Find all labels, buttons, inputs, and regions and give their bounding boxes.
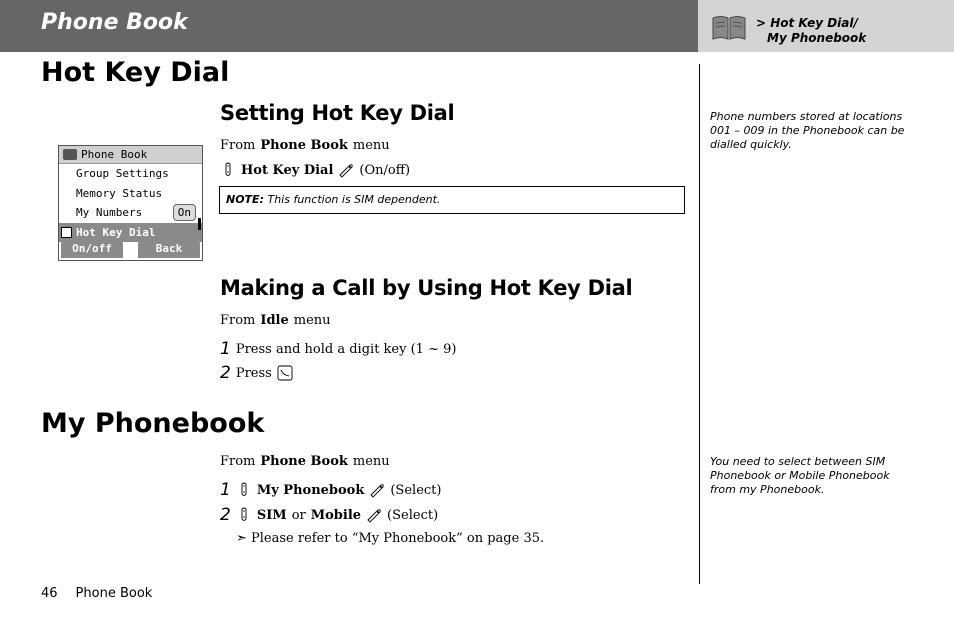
note-box [219, 186, 685, 214]
side-note-phonebook: You need to select between SIM Phonebook or Mobile Phonebook from my Phonebook. [710, 455, 890, 496]
my-phonebook-from-line: From Phone Book menu [220, 454, 390, 469]
footer-section: Phone Book [75, 586, 153, 601]
scrollbar-indicator [198, 218, 201, 230]
setting-from-line: From Phone Book menu [220, 138, 390, 153]
softkey-right: Back [138, 240, 200, 258]
note-label: NOTE: [226, 193, 264, 206]
send-key-icon [277, 365, 293, 381]
checkbox-icon [61, 227, 72, 238]
soft-key-icon [338, 162, 354, 178]
menu-name: Idle [260, 313, 289, 328]
menu-name: Phone Book [260, 454, 348, 469]
page-number: 46 [41, 586, 58, 601]
making-call-step1: 1 Press and hold a digit key (1 ~ 9) [220, 339, 457, 359]
making-call-heading: Making a Call by Using Hot Key Dial [220, 276, 633, 300]
my-phonebook-step1: 1 My Phonebook (Select) [220, 480, 442, 500]
note-text: This function is SIM dependent. [267, 193, 441, 206]
page-reference: ➣ Please refer to “My Phonebook” on page 35. [236, 531, 545, 546]
breadcrumb-panel [698, 0, 954, 52]
footer [41, 586, 170, 601]
step-number: 2 [220, 505, 231, 525]
phone-menu-item: Memory Status [76, 186, 163, 200]
phonebook-icon [63, 149, 77, 160]
soft-key-icon [369, 482, 385, 498]
step-number: 1 [220, 339, 231, 359]
breadcrumb-line2: My Phonebook [767, 31, 867, 45]
hot-key-dial-option: Hot Key Dial [241, 162, 334, 178]
my-phonebook-heading: My Phonebook [41, 408, 265, 439]
header-bar [0, 0, 698, 52]
soft-key-icon [366, 507, 382, 523]
hot-key-dial-heading: Hot Key Dial [41, 57, 230, 88]
my-phonebook-step2: 2 SIM or Mobile (Select) [220, 505, 439, 525]
scroll-key-icon [236, 507, 252, 523]
phone-screen [58, 145, 203, 261]
step-number: 2 [220, 363, 231, 383]
phone-menu-item-selected: Hot Key Dial [59, 223, 202, 243]
softkey-left: On/off [61, 240, 123, 258]
setting-action-line: Hot Key Dial (On/off) [220, 162, 410, 178]
book-icon [712, 14, 746, 40]
scroll-key-icon [236, 482, 252, 498]
column-divider [699, 64, 700, 584]
my-phonebook-option: My Phonebook [256, 482, 365, 498]
setting-hot-key-dial-heading: Setting Hot Key Dial [220, 101, 455, 125]
menu-name: Phone Book [260, 138, 348, 153]
scroll-key-icon [220, 162, 236, 178]
phone-softkeys [59, 240, 202, 260]
mobile-option: Mobile [310, 507, 362, 523]
phone-screen-title: Phone Book [59, 146, 202, 164]
step-number: 1 [220, 480, 231, 500]
section-title: Phone Book [41, 10, 188, 35]
phone-menu-item: Group Settings [76, 167, 169, 181]
breadcrumb-line1: > Hot Key Dial/ [756, 16, 858, 30]
breadcrumb [756, 16, 866, 46]
making-call-step2: 2 Press [220, 363, 293, 383]
sim-option: SIM [256, 507, 287, 523]
my-numbers-value: On [173, 204, 196, 221]
side-note-hot-key: Phone numbers stored at locations 001 – 009 in the Phonebook can be dialled quickly. [710, 110, 905, 151]
making-call-from-line: From Idle menu [220, 313, 331, 328]
phone-menu-item: My Numbers On [59, 203, 202, 223]
